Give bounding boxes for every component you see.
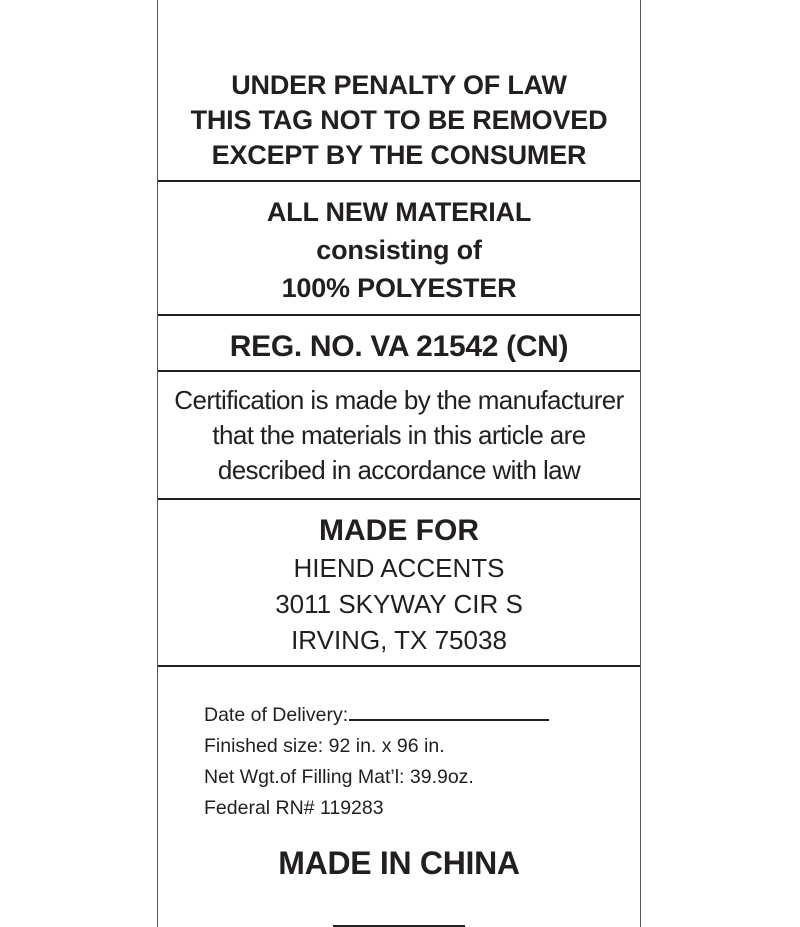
divider bbox=[158, 180, 640, 182]
made-for-block bbox=[158, 512, 640, 658]
material-content bbox=[158, 193, 640, 307]
registration-number bbox=[158, 326, 640, 368]
federal-rn: Federal RN# 119283 bbox=[204, 797, 384, 819]
country-of-origin: MADE IN CHINA bbox=[278, 845, 520, 881]
net-weight: Net Wgt.of Filling Mat’l: 39.9oz. bbox=[204, 766, 474, 788]
delivery-date-blank bbox=[349, 718, 549, 721]
penalty-notice bbox=[158, 68, 640, 173]
penalty-line: UNDER PENALTY OF LAW bbox=[231, 70, 567, 100]
certification-line: that the materials in this article are bbox=[212, 420, 586, 450]
divider bbox=[158, 370, 640, 372]
penalty-line: THIS TAG NOT TO BE REMOVED bbox=[190, 105, 608, 135]
divider bbox=[158, 498, 640, 500]
city-state-zip: IRVING, TX 75038 bbox=[291, 625, 507, 655]
material-line: ALL NEW MATERIAL bbox=[266, 197, 532, 227]
certification-statement bbox=[158, 383, 640, 488]
registration-text: REG. NO. VA 21542 (CN) bbox=[229, 330, 569, 363]
material-line: consisting of bbox=[316, 235, 482, 265]
made-for-heading: MADE FOR bbox=[319, 514, 479, 547]
finished-size: Finished size: 92 in. x 96 in. bbox=[204, 735, 445, 757]
company-name: HIEND ACCENTS bbox=[293, 553, 505, 583]
divider bbox=[158, 314, 640, 316]
material-line: 100% POLYESTER bbox=[281, 273, 517, 303]
certification-line: described in accordance with law bbox=[217, 455, 581, 485]
divider bbox=[158, 665, 640, 667]
product-details bbox=[158, 700, 640, 824]
law-tag bbox=[157, 0, 641, 927]
street-address: 3011 SKYWAY CIR S bbox=[275, 589, 523, 619]
certification-line: Certification is made by the manufacturer bbox=[174, 385, 624, 415]
penalty-line: EXCEPT BY THE CONSUMER bbox=[211, 140, 587, 170]
delivery-date-label: Date of Delivery: bbox=[204, 704, 349, 726]
delivery-date-row bbox=[204, 700, 640, 731]
